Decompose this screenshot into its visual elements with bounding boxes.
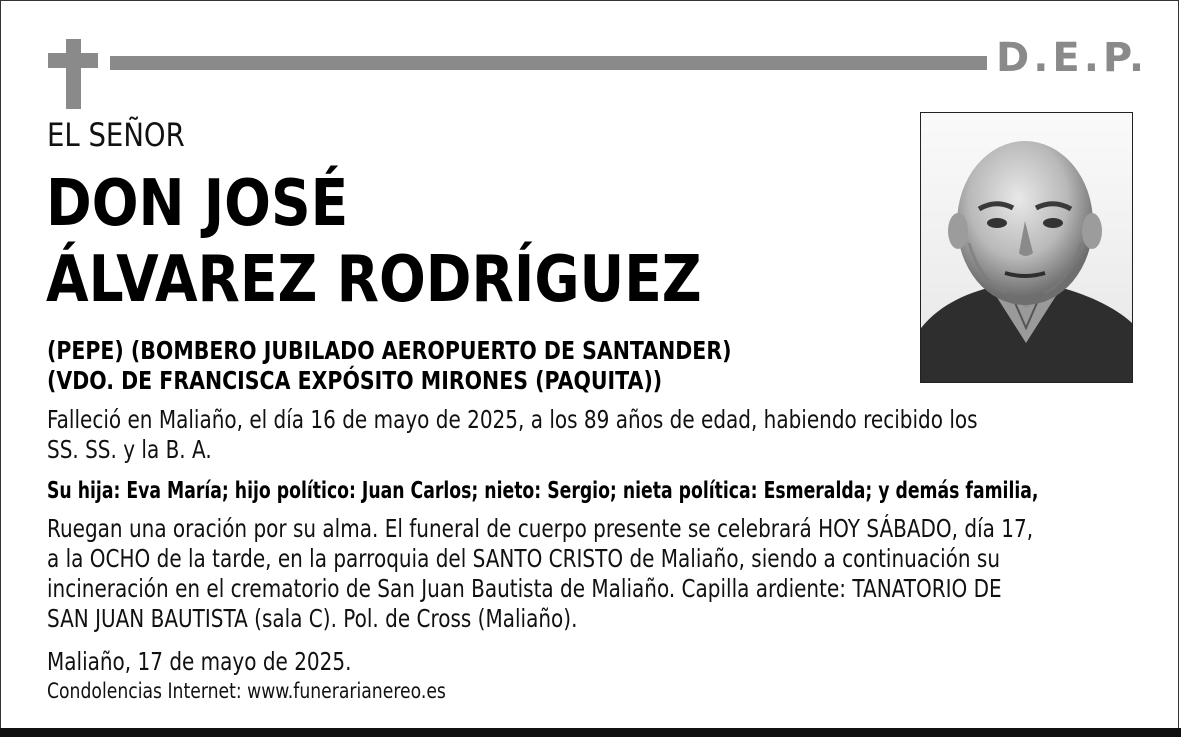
death-notice xyxy=(47,405,978,465)
subtitle xyxy=(47,336,731,396)
deceased-name xyxy=(46,166,702,318)
condolences-line: Condolencias Internet: www.funerarianereo.es xyxy=(47,679,446,703)
service-line2: a la OCHO de la tarde, en la parroquia del SANTO CRISTO de Maliaño, siendo a continuación su xyxy=(47,544,1000,573)
subtitle-line1: (PEPE) (BOMBERO JUBILADO AEROPUERTO DE SANTANDER) xyxy=(47,336,732,365)
place-date: Maliaño, 17 de mayo de 2025. xyxy=(47,647,352,676)
header-rule xyxy=(110,56,987,70)
portrait-photo xyxy=(920,112,1133,383)
service-line3: incineración en el crematorio de San Juan Bautista de Maliaño. Capilla ardiente: TANATORIO DE xyxy=(47,574,1002,603)
cross-icon-bar xyxy=(48,53,98,68)
title-prefix: EL SEÑOR xyxy=(47,116,185,154)
family-list: Su hija: Eva María; hijo político: Juan Carlos; nieto: Sergio; nieta política: Esmeralda; y demás familia, xyxy=(47,478,1039,504)
subtitle-line2: (VDO. DE FRANCISCA EXPÓSITO MIRONES (PAQUITA)) xyxy=(47,366,663,395)
death-notice-line1: Falleció en Maliaño, el día 16 de mayo de 2025, a los 89 años de edad, habiendo recibido los xyxy=(47,405,978,434)
cross-icon xyxy=(66,39,81,109)
portrait-icon xyxy=(921,113,1132,382)
service-line4: SAN JUAN BAUTISTA (sala C). Pol. de Cross (Maliaño). xyxy=(47,604,578,633)
death-notice-line2: SS. SS. y la B. A. xyxy=(47,435,212,464)
dep-mark: D.E.P. xyxy=(996,35,1149,81)
deceased-name-line1: DON JOSÉ xyxy=(46,167,349,241)
service-details xyxy=(47,514,1033,634)
bottom-border xyxy=(0,728,1181,737)
service-line1: Ruegan una oración por su alma. El funeral de cuerpo presente se celebrará HOY SÁBADO, día 17, xyxy=(47,514,1034,543)
deceased-name-line2: ÁLVAREZ RODRÍGUEZ xyxy=(46,243,702,317)
